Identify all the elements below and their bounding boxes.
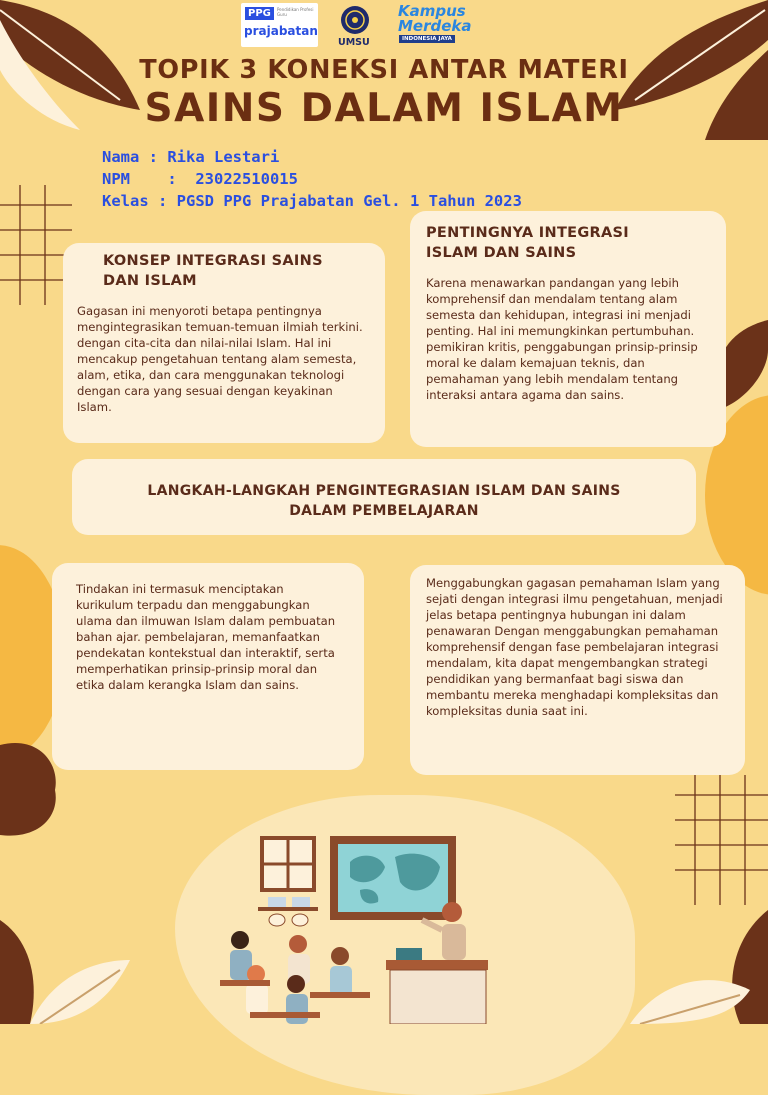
card-tindakan-body: Tindakan ini termasuk menciptakan kurikulum terpadu dan menggabungkan ulama dan ilmuwan Islam dalam pembuatan bahan ajar. pembelajaran, memanfaatkan pendekatan kontekstual dan interaktif, serta memperhatikan prinsip-prinsip moral dan etika dalam kerangka Islam dan sains. xyxy=(76,582,336,692)
ppg-logo-subtext: Pendidikan Profesi Guru xyxy=(277,7,314,17)
identity-npm: NPM : 23022510015 xyxy=(102,170,298,188)
umsu-logo xyxy=(336,5,374,49)
kampus-logo-line1: Kampus xyxy=(398,2,466,20)
ppg-logo-main-text: prajabatan xyxy=(244,24,318,38)
identity-block xyxy=(102,146,522,212)
card-langkah-title xyxy=(72,481,696,521)
identity-kelas: Kelas : PGSD PPG Prajabatan Gel. 1 Tahun 2023 xyxy=(102,192,522,210)
page-title: SAINS DALAM ISLAM xyxy=(144,86,624,131)
grid-decoration-right xyxy=(675,775,768,905)
kampus-logo-line2: Merdeka xyxy=(398,17,472,35)
card-gabung-body: Menggabungkan gagasan pemahaman Islam yang sejati dengan integrasi ilmu pengetahuan, menjadi jelas betapa pentingnya hubungan ini dalam penawaran Dengan menggabungkan pemahaman komprehensif dengan fase pembelajaran integrasi mendalam, kita dapat mengembangkan strategi pendidikan yang bermanfaat bagi siswa dan membantu mereka menghadapi kompleksitas dan kompleksitas dunia saat ini. xyxy=(426,576,723,718)
card-konsep-title xyxy=(77,251,371,291)
card-langkah-langkah xyxy=(72,459,696,535)
card-penting-title xyxy=(426,223,710,263)
umsu-logo-text: UMSU xyxy=(338,37,370,48)
umsu-seal-icon xyxy=(336,5,374,35)
card-menggabungkan xyxy=(410,565,745,775)
card-konsep-integrasi xyxy=(63,243,385,443)
kampus-merdeka-logo xyxy=(398,2,480,48)
card-pentingnya-integrasi xyxy=(410,211,726,447)
ppg-logo-small-text: PPG xyxy=(245,7,274,20)
students-group-icon xyxy=(230,931,352,1024)
leaf-bottom-left-icon xyxy=(0,900,130,1024)
kampus-logo-tag: INDONESIA JAYA xyxy=(399,35,455,43)
card-penting-body: Karena menawarkan pandangan yang lebih komprehensif dan mendalam tentang alam semesta dan kehidupan, integrasi ini menjadi penting. Hal ini memungkinkan pertumbuhan. pemikiran kritis, penggabungan prinsip-prinsip moral ke dalam kemajuan teknis, dan pemahaman yang lebih mendalam tentang interaksi antara agama dan sains. xyxy=(426,276,698,402)
window-icon xyxy=(262,838,314,890)
card-langkah-title-line2: DALAM PEMBELAJARAN xyxy=(289,503,479,519)
card-penting-title-line2: ISLAM DAN SAINS xyxy=(426,245,577,261)
topic-heading: TOPIK 3 KONEKSI ANTAR MATERI xyxy=(139,55,629,85)
card-langkah-title-line1: LANGKAH-LANGKAH PENGINTEGRASIAN ISLAM DAN SAINS xyxy=(147,483,621,499)
card-tindakan xyxy=(52,563,364,770)
ppg-prajabatan-logo xyxy=(241,3,318,47)
card-penting-title-line1: PENTINGNYA INTEGRASI xyxy=(426,225,629,241)
identity-name: Nama : Rika Lestari xyxy=(102,148,280,166)
card-konsep-title-line2: DAN ISLAM xyxy=(103,273,197,289)
world-map-board-icon xyxy=(330,836,456,920)
leaf-bottom-right-icon xyxy=(630,910,768,1024)
card-konsep-title-line1: KONSEP INTEGRASI SAINS xyxy=(103,253,323,269)
card-konsep-body: Gagasan ini menyoroti betapa pentingnya mengintegrasikan temuan-temuan ilmiah terkini. dengan cita-cita dan nilai-nilai Islam. Hal ini mencakup pengetahuan tentang alam semesta, alam, etika, dan cara menggunakan teknologi dengan cara yang sesuai dengan keyakinan Islam. xyxy=(77,304,363,414)
classroom-illustration xyxy=(210,832,500,1024)
grid-decoration-left xyxy=(0,185,72,305)
